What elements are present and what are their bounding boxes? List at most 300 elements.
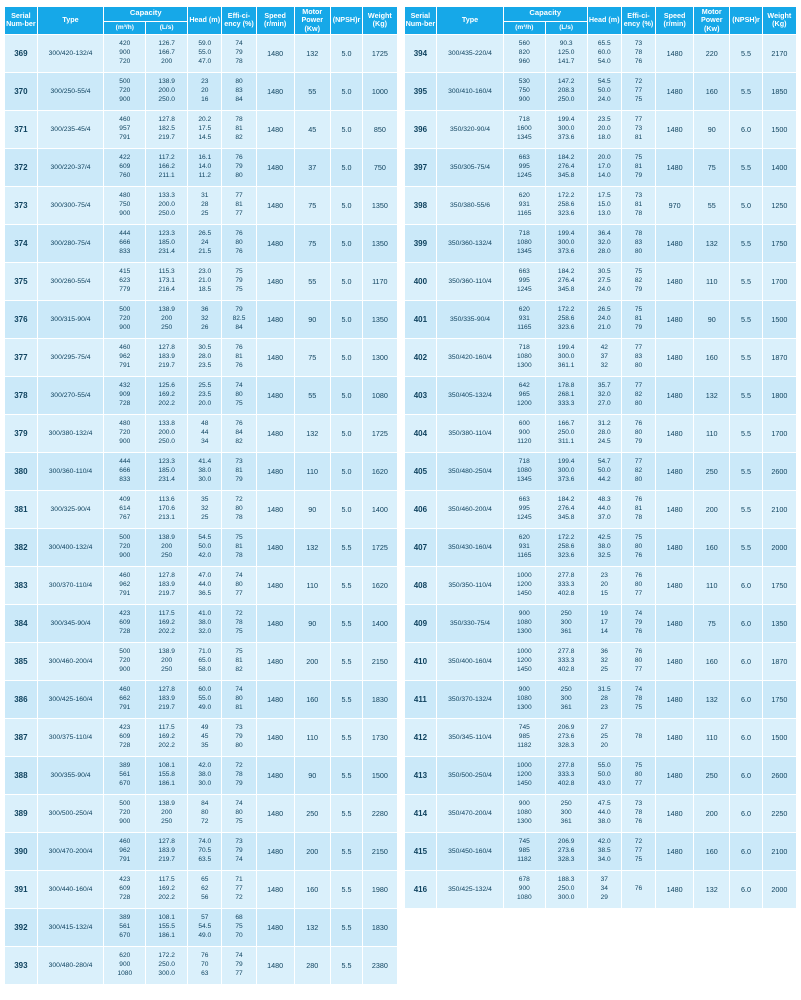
cell-capacity-ls: 125.6 169.2 202.2 [146, 376, 188, 414]
cell-efficiency: 71 77 72 [222, 870, 256, 908]
cell-type: 350/345-110/4 [437, 718, 504, 756]
cell-capacity-m3h: 718 1600 1345 [503, 110, 545, 148]
cell-capacity-ls: 184.2 276.4 345.8 [545, 148, 587, 186]
cell-capacity-ls: 172.2 258.6 323.6 [545, 186, 587, 224]
cell-serial: 371 [5, 110, 38, 148]
cell-serial: 416 [404, 870, 437, 908]
cell-npshr: 5.0 [330, 452, 362, 490]
cell-motor-power: 200 [294, 832, 330, 870]
cell-capacity-ls: 188.3 250.0 300.0 [545, 870, 587, 908]
cell-speed: 1480 [256, 224, 294, 262]
cell-serial: 404 [404, 414, 437, 452]
cell-head: 31.2 28.0 24.5 [587, 414, 621, 452]
header-speed-right: Speed (r/min) [656, 7, 694, 35]
cell-capacity-ls: 184.2 276.4 345.8 [545, 490, 587, 528]
cell-head: 54.5 50.0 24.0 [587, 72, 621, 110]
cell-capacity-m3h: 480 750 900 [104, 186, 146, 224]
cell-efficiency: 76 84 82 [222, 414, 256, 452]
header-capacity-ls-left: (L/s) [146, 21, 188, 34]
cell-speed: 1480 [256, 680, 294, 718]
cell-head: 71.0 65.0 58.0 [188, 642, 222, 680]
cell-capacity-ls: 138.9 200 250 [146, 528, 188, 566]
cell-efficiency: 80 83 84 [222, 72, 256, 110]
cell-head: 74.0 70.5 63.5 [188, 832, 222, 870]
cell-head: 31 28 25 [188, 186, 222, 224]
cell-capacity-m3h: 530 750 900 [503, 72, 545, 110]
cell-npshr: 5.5 [330, 680, 362, 718]
cell-type: 300/470-200/4 [37, 832, 104, 870]
cell-motor-power: 132 [694, 870, 730, 908]
table-row [5, 680, 398, 718]
cell-serial: 410 [404, 642, 437, 680]
cell-serial: 396 [404, 110, 437, 148]
cell-speed: 1480 [656, 642, 694, 680]
table-row [5, 34, 398, 72]
cell-capacity-m3h: 678 900 1080 [503, 870, 545, 908]
table-row [404, 756, 797, 794]
cell-capacity-ls: 138.9 200 250 [146, 794, 188, 832]
cell-npshr: 6.0 [730, 680, 762, 718]
cell-capacity-m3h: 422 609 760 [104, 148, 146, 186]
cell-weight: 1730 [363, 718, 397, 756]
cell-serial: 387 [5, 718, 38, 756]
cell-speed: 1480 [656, 72, 694, 110]
cell-efficiency: 78 81 82 [222, 110, 256, 148]
cell-capacity-m3h: 480 720 900 [104, 414, 146, 452]
cell-head: 41.4 38.0 30.0 [188, 452, 222, 490]
cell-head: 23 20 15 [587, 566, 621, 604]
cell-serial: 393 [5, 946, 38, 984]
cell-serial: 369 [5, 34, 38, 72]
cell-type: 350/305-75/4 [437, 148, 504, 186]
cell-efficiency: 76 80 77 [621, 566, 655, 604]
cell-npshr: 6.0 [730, 832, 762, 870]
cell-serial: 380 [5, 452, 38, 490]
cell-type: 350/350-110/4 [437, 566, 504, 604]
cell-capacity-ls: 138.9 200 250 [146, 300, 188, 338]
cell-npshr: 5.5 [330, 642, 362, 680]
cell-capacity-m3h: 1000 1200 1450 [503, 566, 545, 604]
cell-motor-power: 250 [694, 452, 730, 490]
header-speed-left: Speed (r/min) [256, 7, 294, 35]
cell-capacity-m3h: 620 931 1165 [503, 300, 545, 338]
cell-serial: 412 [404, 718, 437, 756]
cell-serial: 378 [5, 376, 38, 414]
cell-motor-power: 280 [294, 946, 330, 984]
cell-motor-power: 75 [294, 338, 330, 376]
cell-efficiency: 74 79 78 [222, 34, 256, 72]
table-row [5, 300, 398, 338]
table-row [5, 528, 398, 566]
cell-motor-power: 55 [294, 262, 330, 300]
table-row [404, 566, 797, 604]
header-serial-right: Serial Num-ber [404, 7, 437, 35]
cell-npshr: 5.5 [730, 338, 762, 376]
cell-capacity-ls: 108.1 155.5 186.1 [146, 908, 188, 946]
cell-head: 49 45 35 [188, 718, 222, 756]
table-row [404, 148, 797, 186]
cell-weight: 1620 [363, 452, 397, 490]
table-row [5, 946, 398, 984]
cell-capacity-ls: 127.8 183.9 219.7 [146, 566, 188, 604]
cell-speed: 1480 [256, 338, 294, 376]
cell-efficiency: 72 77 75 [621, 72, 655, 110]
cell-weight: 1750 [762, 566, 796, 604]
cell-weight: 2170 [762, 34, 796, 72]
table-row [404, 300, 797, 338]
cell-efficiency: 73 79 74 [222, 832, 256, 870]
cell-serial: 395 [404, 72, 437, 110]
cell-weight: 1700 [762, 262, 796, 300]
cell-type: 350/460-200/4 [437, 490, 504, 528]
cell-efficiency: 79 82.5 84 [222, 300, 256, 338]
cell-weight: 1725 [363, 414, 397, 452]
cell-capacity-m3h: 900 1080 1300 [503, 794, 545, 832]
table-row [404, 794, 797, 832]
cell-type: 350/450-160/4 [437, 832, 504, 870]
cell-motor-power: 75 [294, 224, 330, 262]
cell-type: 300/235-45/4 [37, 110, 104, 148]
cell-serial: 372 [5, 148, 38, 186]
cell-speed: 1480 [256, 528, 294, 566]
cell-weight: 1170 [363, 262, 397, 300]
cell-speed: 1480 [656, 490, 694, 528]
cell-weight: 1750 [762, 224, 796, 262]
pump-spec-table-right [404, 6, 798, 909]
cell-serial: 400 [404, 262, 437, 300]
cell-head: 36 32 25 [587, 642, 621, 680]
cell-capacity-ls: 184.2 276.4 345.8 [545, 262, 587, 300]
table-row [5, 186, 398, 224]
table-row [404, 718, 797, 756]
cell-capacity-m3h: 620 931 1165 [503, 528, 545, 566]
cell-npshr: 6.0 [730, 718, 762, 756]
cell-capacity-m3h: 900 1080 1300 [503, 680, 545, 718]
table-row [404, 642, 797, 680]
cell-speed: 1480 [256, 566, 294, 604]
cell-type: 350/430-160/4 [437, 528, 504, 566]
cell-npshr: 5.0 [330, 338, 362, 376]
cell-weight: 1850 [762, 72, 796, 110]
cell-speed: 1480 [656, 110, 694, 148]
cell-speed: 1480 [656, 452, 694, 490]
cell-head: 42.5 38.0 32.5 [587, 528, 621, 566]
cell-type: 300/400-132/4 [37, 528, 104, 566]
cell-weight: 1300 [363, 338, 397, 376]
cell-motor-power: 132 [694, 224, 730, 262]
cell-speed: 1480 [656, 338, 694, 376]
cell-serial: 411 [404, 680, 437, 718]
cell-capacity-ls: 113.6 170.6 213.1 [146, 490, 188, 528]
cell-speed: 1480 [256, 908, 294, 946]
cell-serial: 384 [5, 604, 38, 642]
header-npshr-right: (NPSH)r [730, 7, 762, 35]
cell-capacity-m3h: 420 900 720 [104, 34, 146, 72]
cell-capacity-ls: 277.8 333.3 402.8 [545, 642, 587, 680]
cell-motor-power: 200 [294, 642, 330, 680]
cell-serial: 383 [5, 566, 38, 604]
cell-weight: 1870 [762, 642, 796, 680]
cell-capacity-ls: 127.8 183.9 219.7 [146, 338, 188, 376]
cell-efficiency: 75 82 79 [621, 262, 655, 300]
cell-efficiency: 76 [621, 870, 655, 908]
cell-npshr: 5.5 [730, 34, 762, 72]
cell-motor-power: 90 [294, 604, 330, 642]
cell-motor-power: 37 [294, 148, 330, 186]
cell-head: 30.5 27.5 24.0 [587, 262, 621, 300]
cell-head: 65 62 56 [188, 870, 222, 908]
cell-capacity-m3h: 560 820 960 [503, 34, 545, 72]
cell-capacity-m3h: 1000 1200 1450 [503, 642, 545, 680]
table-row [404, 414, 797, 452]
cell-capacity-m3h: 718 1080 1300 [503, 338, 545, 376]
cell-efficiency: 74 80 77 [222, 566, 256, 604]
cell-efficiency: 75 81 82 [222, 642, 256, 680]
cell-npshr: 5.5 [330, 566, 362, 604]
cell-type: 300/315-90/4 [37, 300, 104, 338]
cell-capacity-m3h: 500 720 900 [104, 794, 146, 832]
cell-weight: 1725 [363, 528, 397, 566]
cell-head: 37 34 29 [587, 870, 621, 908]
cell-capacity-m3h: 663 995 1245 [503, 490, 545, 528]
cell-motor-power: 110 [694, 718, 730, 756]
cell-motor-power: 55 [294, 376, 330, 414]
cell-head: 23.5 20.0 18.0 [587, 110, 621, 148]
cell-efficiency: 74 79 77 [222, 946, 256, 984]
cell-weight: 1350 [363, 300, 397, 338]
cell-speed: 1480 [256, 946, 294, 984]
cell-motor-power: 220 [694, 34, 730, 72]
table-row [5, 908, 398, 946]
cell-weight: 2380 [363, 946, 397, 984]
cell-serial: 409 [404, 604, 437, 642]
cell-speed: 1480 [256, 870, 294, 908]
cell-capacity-ls: 178.8 268.1 333.3 [545, 376, 587, 414]
cell-head: 26.5 24 21.5 [188, 224, 222, 262]
cell-weight: 1500 [762, 300, 796, 338]
cell-weight: 1830 [363, 908, 397, 946]
cell-motor-power: 110 [294, 718, 330, 756]
header-serial-left: Serial Num-ber [5, 7, 38, 35]
cell-serial: 403 [404, 376, 437, 414]
cell-weight: 1750 [762, 680, 796, 718]
cell-efficiency: 73 81 78 [621, 186, 655, 224]
table-row [404, 338, 797, 376]
cell-weight: 1250 [762, 186, 796, 224]
cell-npshr: 5.5 [330, 794, 362, 832]
cell-efficiency: 74 80 75 [222, 376, 256, 414]
table-row [5, 452, 398, 490]
cell-capacity-ls: 117.5 169.2 202.2 [146, 604, 188, 642]
cell-type: 300/410-160/4 [437, 72, 504, 110]
cell-head: 42.0 38.5 34.0 [587, 832, 621, 870]
cell-capacity-m3h: 745 985 1182 [503, 832, 545, 870]
table-row [5, 832, 398, 870]
cell-type: 350/470-200/4 [437, 794, 504, 832]
cell-head: 42 37 32 [587, 338, 621, 376]
cell-weight: 1350 [363, 186, 397, 224]
cell-speed: 1480 [656, 528, 694, 566]
cell-weight: 2150 [363, 642, 397, 680]
cell-head: 41.0 38.0 32.0 [188, 604, 222, 642]
cell-motor-power: 90 [294, 300, 330, 338]
cell-head: 20.0 17.0 14.0 [587, 148, 621, 186]
cell-capacity-ls: 127.8 183.9 219.7 [146, 832, 188, 870]
cell-serial: 413 [404, 756, 437, 794]
cell-type: 300/440-160/4 [37, 870, 104, 908]
cell-serial: 373 [5, 186, 38, 224]
cell-serial: 376 [5, 300, 38, 338]
table-row [404, 832, 797, 870]
cell-efficiency: 72 78 75 [222, 604, 256, 642]
header-efficiency-left: Effi-ci-ency (%) [222, 7, 256, 35]
cell-head: 36.4 32.0 28.0 [587, 224, 621, 262]
cell-motor-power: 200 [694, 490, 730, 528]
cell-speed: 1480 [656, 718, 694, 756]
cell-efficiency: 72 77 75 [621, 832, 655, 870]
cell-npshr: 6.0 [730, 756, 762, 794]
cell-serial: 381 [5, 490, 38, 528]
cell-type: 300/280-75/4 [37, 224, 104, 262]
cell-capacity-m3h: 415 623 779 [104, 262, 146, 300]
cell-speed: 1480 [256, 718, 294, 756]
cell-npshr: 5.5 [730, 376, 762, 414]
table-row [404, 452, 797, 490]
table-row [5, 110, 398, 148]
cell-capacity-ls: 127.8 182.5 219.7 [146, 110, 188, 148]
cell-serial: 408 [404, 566, 437, 604]
cell-serial: 401 [404, 300, 437, 338]
cell-motor-power: 110 [694, 566, 730, 604]
cell-motor-power: 160 [294, 870, 330, 908]
cell-weight: 1400 [363, 490, 397, 528]
cell-capacity-ls: 172.2 250.0 300.0 [146, 946, 188, 984]
cell-npshr: 5.5 [330, 832, 362, 870]
cell-capacity-ls: 147.2 208.3 250.0 [545, 72, 587, 110]
cell-serial: 389 [5, 794, 38, 832]
cell-efficiency: 78 [621, 718, 655, 756]
cell-npshr: 5.0 [330, 300, 362, 338]
cell-efficiency: 74 78 75 [621, 680, 655, 718]
cell-type: 300/500-250/4 [37, 794, 104, 832]
table-body-left [5, 34, 398, 984]
cell-weight: 2250 [762, 794, 796, 832]
cell-type: 350/400-160/4 [437, 642, 504, 680]
table-row [5, 148, 398, 186]
cell-weight: 1830 [363, 680, 397, 718]
cell-capacity-ls: 250 300 361 [545, 680, 587, 718]
cell-efficiency: 75 81 78 [222, 528, 256, 566]
cell-efficiency: 77 82 80 [621, 376, 655, 414]
cell-capacity-m3h: 642 965 1200 [503, 376, 545, 414]
cell-speed: 1480 [656, 376, 694, 414]
cell-type: 350/425-132/4 [437, 870, 504, 908]
cell-efficiency: 73 81 79 [222, 452, 256, 490]
cell-type: 350/335-90/4 [437, 300, 504, 338]
header-capacity-m3h-right: (m³/h) [503, 21, 545, 34]
cell-head: 35.7 32.0 27.0 [587, 376, 621, 414]
cell-serial: 379 [5, 414, 38, 452]
cell-serial: 390 [5, 832, 38, 870]
cell-weight: 2600 [762, 452, 796, 490]
cell-head: 59.0 55.0 47.0 [188, 34, 222, 72]
header-motor-power-left: Motor Power (Kw) [294, 7, 330, 35]
cell-head: 35 32 25 [188, 490, 222, 528]
cell-serial: 397 [404, 148, 437, 186]
cell-capacity-ls: 199.4 300.0 373.6 [545, 224, 587, 262]
cell-npshr: 5.5 [330, 870, 362, 908]
cell-capacity-ls: 206.9 273.6 328.3 [545, 718, 587, 756]
cell-type: 350/360-110/4 [437, 262, 504, 300]
cell-weight: 2100 [762, 490, 796, 528]
cell-motor-power: 90 [694, 300, 730, 338]
cell-motor-power: 160 [694, 528, 730, 566]
header-head-right: Head (m) [587, 7, 621, 35]
cell-npshr: 5.0 [330, 262, 362, 300]
table-row [5, 566, 398, 604]
cell-weight: 2280 [363, 794, 397, 832]
cell-capacity-ls: 172.2 258.6 323.6 [545, 528, 587, 566]
cell-type: 300/420-132/4 [37, 34, 104, 72]
cell-speed: 1480 [656, 832, 694, 870]
cell-speed: 1480 [656, 870, 694, 908]
cell-npshr: 6.0 [730, 794, 762, 832]
cell-type: 350/330-75/4 [437, 604, 504, 642]
cell-efficiency: 76 80 77 [621, 642, 655, 680]
cell-serial: 382 [5, 528, 38, 566]
cell-npshr: 5.5 [330, 718, 362, 756]
table-row [404, 34, 797, 72]
header-weight-left: Weight (Kg) [363, 7, 397, 35]
cell-efficiency: 77 82 80 [621, 452, 655, 490]
cell-type: 300/480-280/4 [37, 946, 104, 984]
cell-speed: 1480 [656, 756, 694, 794]
cell-motor-power: 90 [694, 110, 730, 148]
table-row [404, 110, 797, 148]
cell-efficiency: 74 79 76 [621, 604, 655, 642]
cell-head: 23 20 16 [188, 72, 222, 110]
cell-motor-power: 75 [294, 186, 330, 224]
cell-speed: 1480 [256, 452, 294, 490]
cell-speed: 1480 [656, 34, 694, 72]
cell-motor-power: 160 [694, 832, 730, 870]
cell-capacity-m3h: 389 561 670 [104, 756, 146, 794]
cell-head: 16.1 14.0 11.2 [188, 148, 222, 186]
cell-speed: 1480 [256, 186, 294, 224]
cell-capacity-m3h: 460 962 791 [104, 566, 146, 604]
cell-speed: 970 [656, 186, 694, 224]
cell-capacity-ls: 166.7 250.0 311.1 [545, 414, 587, 452]
header-capacity-right: Capacity [503, 7, 587, 22]
header-capacity-ls-right: (L/s) [545, 21, 587, 34]
cell-type: 300/370-110/4 [37, 566, 104, 604]
cell-motor-power: 132 [294, 414, 330, 452]
cell-npshr: 5.5 [330, 528, 362, 566]
cell-speed: 1480 [256, 414, 294, 452]
cell-npshr: 5.0 [330, 224, 362, 262]
cell-head: 54.5 50.0 42.0 [188, 528, 222, 566]
cell-efficiency: 72 80 78 [222, 490, 256, 528]
cell-npshr: 5.5 [730, 224, 762, 262]
table-row [404, 604, 797, 642]
cell-npshr: 6.0 [730, 870, 762, 908]
cell-speed: 1480 [656, 224, 694, 262]
cell-npshr: 5.0 [330, 490, 362, 528]
cell-capacity-ls: 199.4 300.0 361.1 [545, 338, 587, 376]
cell-motor-power: 110 [294, 452, 330, 490]
cell-weight: 1350 [363, 224, 397, 262]
cell-serial: 415 [404, 832, 437, 870]
